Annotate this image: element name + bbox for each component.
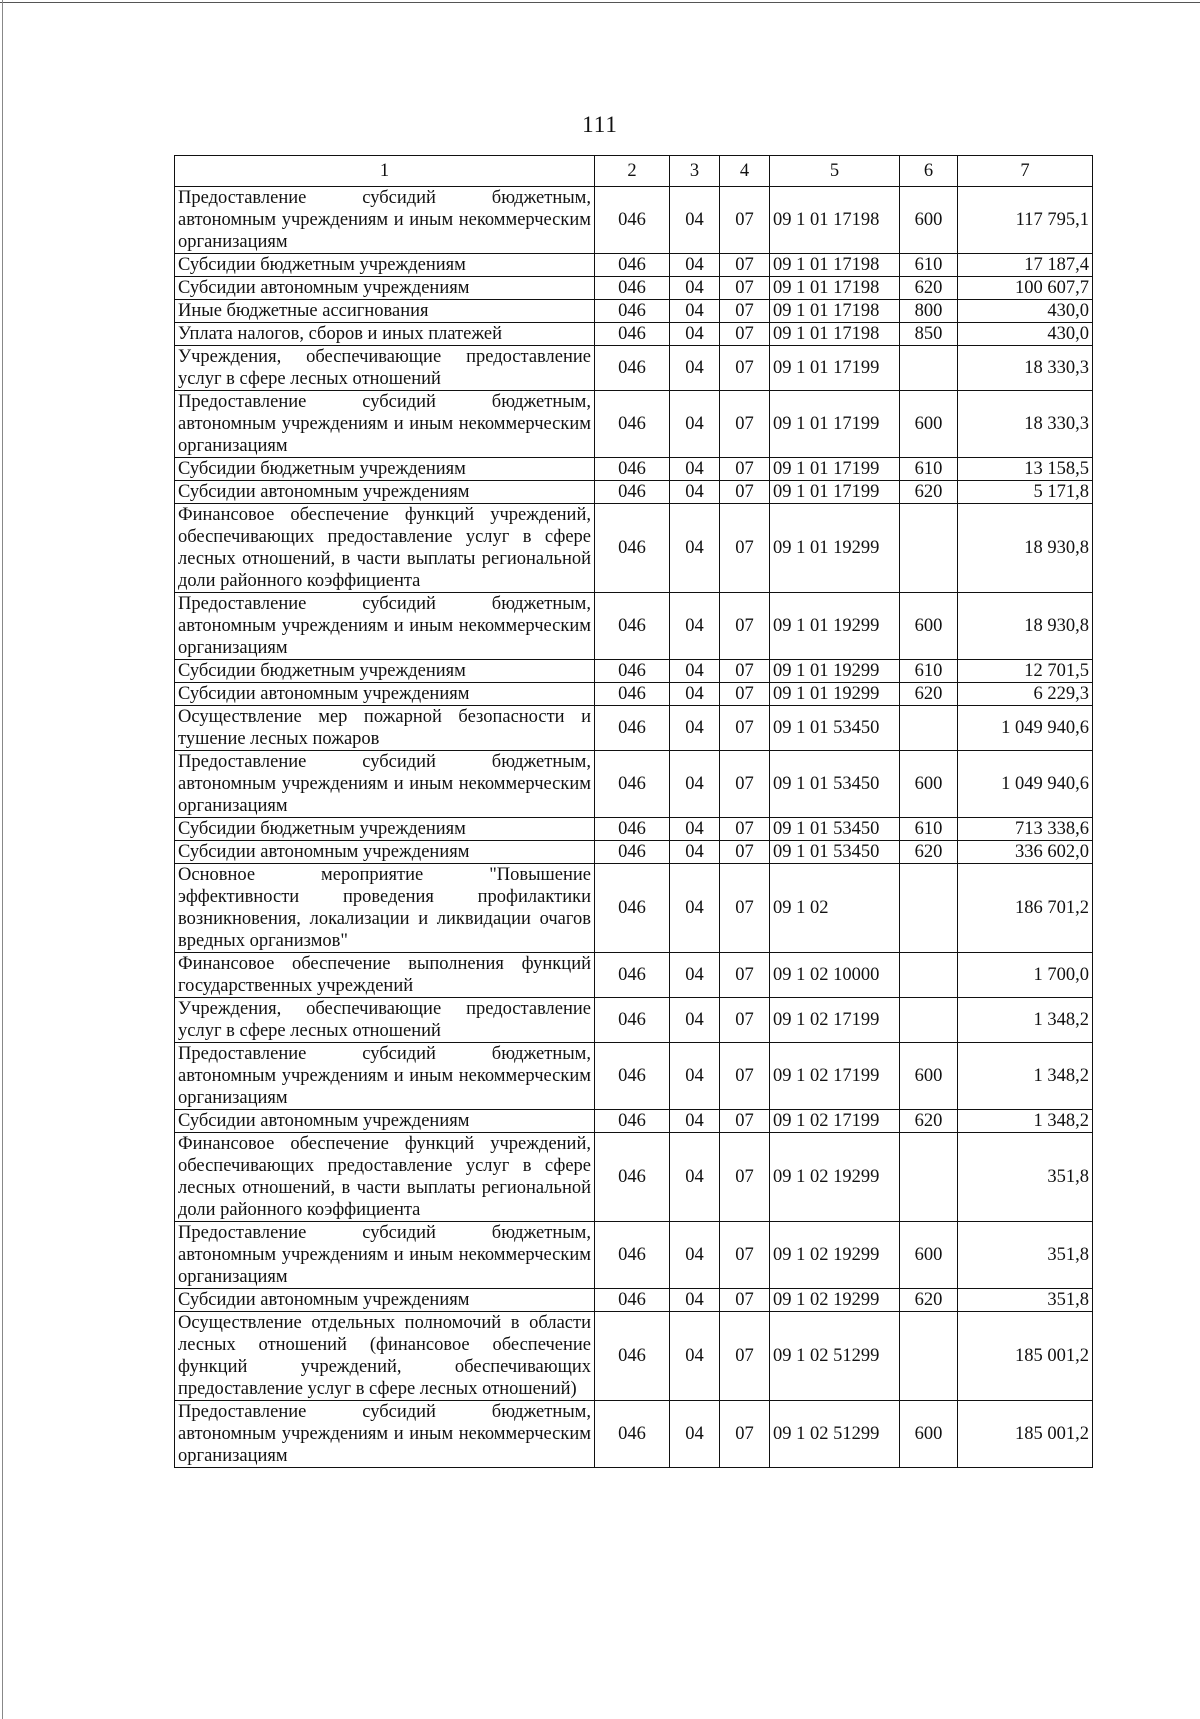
row-vr-code-cell: [900, 998, 958, 1043]
table-row: [175, 1312, 1093, 1401]
row-gr-code-cell: 046: [595, 458, 670, 481]
row-csr-code-cell: 09 1 02 19299: [770, 1289, 900, 1312]
row-sum-cell: 1 348,2: [958, 1110, 1093, 1133]
row-vr-code-cell: 620: [900, 683, 958, 706]
row-name-cell: Осуществление отдельных полномочий в области лесных отношений (финансовое обеспечение функций учреждений, обеспечивающих предоставление услуг в сфере лесных отношений): [175, 1312, 595, 1401]
row-gr-code-cell: 046: [595, 481, 670, 504]
row-sum-cell: 100 607,7: [958, 277, 1093, 300]
row-csr-code-cell: 09 1 01 53450: [770, 818, 900, 841]
table-row: [175, 593, 1093, 660]
row-gr-code-cell: 046: [595, 1043, 670, 1110]
row-pr-code-cell: 07: [720, 481, 770, 504]
row-sum-cell: 18 330,3: [958, 391, 1093, 458]
row-rz-code-cell: 04: [670, 254, 720, 277]
row-name-cell: Предоставление субсидий бюджетным, автономным учреждениям и иным некоммерческим организациям: [175, 1222, 595, 1289]
row-csr-code-cell: 09 1 02 10000: [770, 953, 900, 998]
row-name-cell: Субсидии бюджетным учреждениям: [175, 254, 595, 277]
column-header: 7: [958, 156, 1093, 187]
row-vr-code-cell: 620: [900, 1110, 958, 1133]
row-name-cell: Предоставление субсидий бюджетным, автономным учреждениям и иным некоммерческим организациям: [175, 1043, 595, 1110]
row-pr-code-cell: 07: [720, 1133, 770, 1222]
row-name-cell: Финансовое обеспечение функций учреждений, обеспечивающих предоставление услуг в сфере лесных отношений, в части выплаты региональной доли районного коэффициента: [175, 504, 595, 593]
row-vr-code-cell: [900, 1133, 958, 1222]
row-rz-code-cell: 04: [670, 300, 720, 323]
column-header: 2: [595, 156, 670, 187]
table-row: [175, 458, 1093, 481]
row-gr-code-cell: 046: [595, 391, 670, 458]
row-sum-cell: 1 348,2: [958, 998, 1093, 1043]
row-rz-code-cell: 04: [670, 1110, 720, 1133]
row-vr-code-cell: 800: [900, 300, 958, 323]
row-sum-cell: 1 049 940,6: [958, 751, 1093, 818]
budget-table: [174, 155, 1093, 1468]
row-vr-code-cell: [900, 346, 958, 391]
row-rz-code-cell: 04: [670, 751, 720, 818]
row-name-cell: Уплата налогов, сборов и иных платежей: [175, 323, 595, 346]
table-row: [175, 660, 1093, 683]
row-rz-code-cell: 04: [670, 458, 720, 481]
row-sum-cell: 336 602,0: [958, 841, 1093, 864]
row-rz-code-cell: 04: [670, 660, 720, 683]
scan-top-edge: [0, 2, 1200, 3]
row-gr-code-cell: 046: [595, 300, 670, 323]
row-csr-code-cell: 09 1 01 53450: [770, 751, 900, 818]
row-sum-cell: 185 001,2: [958, 1312, 1093, 1401]
row-sum-cell: 1 700,0: [958, 953, 1093, 998]
row-csr-code-cell: 09 1 01 19299: [770, 593, 900, 660]
table-row: [175, 481, 1093, 504]
row-rz-code-cell: 04: [670, 1289, 720, 1312]
row-gr-code-cell: 046: [595, 998, 670, 1043]
row-name-cell: Осуществление мер пожарной безопасности и тушение лесных пожаров: [175, 706, 595, 751]
row-name-cell: Учреждения, обеспечивающие предоставление услуг в сфере лесных отношений: [175, 346, 595, 391]
row-gr-code-cell: 046: [595, 864, 670, 953]
row-csr-code-cell: 09 1 01 17198: [770, 187, 900, 254]
row-gr-code-cell: 046: [595, 683, 670, 706]
row-rz-code-cell: 04: [670, 683, 720, 706]
row-pr-code-cell: 07: [720, 1222, 770, 1289]
row-vr-code-cell: [900, 953, 958, 998]
row-rz-code-cell: 04: [670, 504, 720, 593]
row-vr-code-cell: 610: [900, 660, 958, 683]
table-row: [175, 254, 1093, 277]
table-row: [175, 818, 1093, 841]
row-rz-code-cell: 04: [670, 998, 720, 1043]
row-name-cell: Предоставление субсидий бюджетным, автономным учреждениям и иным некоммерческим организациям: [175, 593, 595, 660]
row-pr-code-cell: 07: [720, 1043, 770, 1110]
table-row: [175, 1222, 1093, 1289]
row-rz-code-cell: 04: [670, 1043, 720, 1110]
row-sum-cell: 117 795,1: [958, 187, 1093, 254]
row-name-cell: Основное мероприятие "Повышение эффективности проведения профилактики возникновения, локализации и ликвидации очагов вредных организмов": [175, 864, 595, 953]
row-rz-code-cell: 04: [670, 1401, 720, 1468]
row-csr-code-cell: 09 1 02: [770, 864, 900, 953]
row-sum-cell: 12 701,5: [958, 660, 1093, 683]
row-gr-code-cell: 046: [595, 751, 670, 818]
row-csr-code-cell: 09 1 02 51299: [770, 1401, 900, 1468]
row-sum-cell: 17 187,4: [958, 254, 1093, 277]
row-csr-code-cell: 09 1 01 17199: [770, 391, 900, 458]
row-vr-code-cell: 610: [900, 458, 958, 481]
row-pr-code-cell: 07: [720, 458, 770, 481]
row-csr-code-cell: 09 1 01 17199: [770, 346, 900, 391]
row-sum-cell: 6 229,3: [958, 683, 1093, 706]
row-vr-code-cell: 600: [900, 1043, 958, 1110]
column-header: 3: [670, 156, 720, 187]
row-vr-code-cell: [900, 864, 958, 953]
row-csr-code-cell: 09 1 02 17199: [770, 1110, 900, 1133]
row-rz-code-cell: 04: [670, 818, 720, 841]
row-sum-cell: 18 330,3: [958, 346, 1093, 391]
row-name-cell: Субсидии бюджетным учреждениям: [175, 458, 595, 481]
row-vr-code-cell: 610: [900, 254, 958, 277]
column-header: 6: [900, 156, 958, 187]
row-gr-code-cell: 046: [595, 706, 670, 751]
row-vr-code-cell: 620: [900, 841, 958, 864]
row-sum-cell: 18 930,8: [958, 504, 1093, 593]
row-pr-code-cell: 07: [720, 300, 770, 323]
row-csr-code-cell: 09 1 01 17199: [770, 458, 900, 481]
row-pr-code-cell: 07: [720, 346, 770, 391]
table-row: [175, 841, 1093, 864]
row-csr-code-cell: 09 1 01 17198: [770, 277, 900, 300]
scan-left-edge: [2, 0, 3, 1719]
row-rz-code-cell: 04: [670, 481, 720, 504]
row-name-cell: Предоставление субсидий бюджетным, автономным учреждениям и иным некоммерческим организациям: [175, 391, 595, 458]
row-pr-code-cell: 07: [720, 391, 770, 458]
row-sum-cell: 351,8: [958, 1289, 1093, 1312]
table-row: [175, 1133, 1093, 1222]
row-sum-cell: 1 049 940,6: [958, 706, 1093, 751]
row-pr-code-cell: 07: [720, 323, 770, 346]
row-name-cell: Предоставление субсидий бюджетным, автономным учреждениям и иным некоммерческим организациям: [175, 187, 595, 254]
row-rz-code-cell: 04: [670, 864, 720, 953]
table-row: [175, 504, 1093, 593]
row-gr-code-cell: 046: [595, 323, 670, 346]
table-row: [175, 1043, 1093, 1110]
row-rz-code-cell: 04: [670, 706, 720, 751]
table-row: [175, 706, 1093, 751]
table-row: [175, 391, 1093, 458]
row-sum-cell: 13 158,5: [958, 458, 1093, 481]
row-vr-code-cell: 620: [900, 481, 958, 504]
row-gr-code-cell: 046: [595, 593, 670, 660]
row-sum-cell: 430,0: [958, 323, 1093, 346]
row-csr-code-cell: 09 1 02 19299: [770, 1222, 900, 1289]
row-vr-code-cell: 850: [900, 323, 958, 346]
table-row: [175, 998, 1093, 1043]
column-header: 5: [770, 156, 900, 187]
table-row: [175, 864, 1093, 953]
row-pr-code-cell: 07: [720, 277, 770, 300]
row-csr-code-cell: 09 1 01 19299: [770, 660, 900, 683]
row-rz-code-cell: 04: [670, 187, 720, 254]
row-name-cell: Финансовое обеспечение функций учреждений, обеспечивающих предоставление услуг в сфере лесных отношений, в части выплаты региональной доли районного коэффициента: [175, 1133, 595, 1222]
row-sum-cell: 430,0: [958, 300, 1093, 323]
row-rz-code-cell: 04: [670, 1133, 720, 1222]
row-csr-code-cell: 09 1 01 17198: [770, 300, 900, 323]
column-header: 1: [175, 156, 595, 187]
row-gr-code-cell: 046: [595, 277, 670, 300]
row-vr-code-cell: 600: [900, 391, 958, 458]
row-gr-code-cell: 046: [595, 254, 670, 277]
row-sum-cell: 351,8: [958, 1133, 1093, 1222]
row-csr-code-cell: 09 1 02 51299: [770, 1312, 900, 1401]
row-name-cell: Предоставление субсидий бюджетным, автономным учреждениям и иным некоммерческим организациям: [175, 751, 595, 818]
row-pr-code-cell: 07: [720, 864, 770, 953]
row-gr-code-cell: 046: [595, 346, 670, 391]
row-name-cell: Субсидии автономным учреждениям: [175, 1289, 595, 1312]
row-gr-code-cell: 046: [595, 818, 670, 841]
row-rz-code-cell: 04: [670, 391, 720, 458]
row-pr-code-cell: 07: [720, 504, 770, 593]
row-rz-code-cell: 04: [670, 1312, 720, 1401]
row-vr-code-cell: [900, 504, 958, 593]
row-gr-code-cell: 046: [595, 187, 670, 254]
row-pr-code-cell: 07: [720, 706, 770, 751]
row-rz-code-cell: 04: [670, 953, 720, 998]
row-name-cell: Предоставление субсидий бюджетным, автономным учреждениям и иным некоммерческим организациям: [175, 1401, 595, 1468]
table-row: [175, 751, 1093, 818]
page-number: 111: [582, 112, 618, 137]
row-vr-code-cell: [900, 706, 958, 751]
table-row: [175, 187, 1093, 254]
row-name-cell: Субсидии бюджетным учреждениям: [175, 818, 595, 841]
row-rz-code-cell: 04: [670, 323, 720, 346]
row-sum-cell: 351,8: [958, 1222, 1093, 1289]
row-gr-code-cell: 046: [595, 841, 670, 864]
row-pr-code-cell: 07: [720, 1312, 770, 1401]
row-gr-code-cell: 046: [595, 660, 670, 683]
table-row: [175, 953, 1093, 998]
row-csr-code-cell: 09 1 01 53450: [770, 706, 900, 751]
row-pr-code-cell: 07: [720, 593, 770, 660]
row-name-cell: Учреждения, обеспечивающие предоставление услуг в сфере лесных отношений: [175, 998, 595, 1043]
row-name-cell: Финансовое обеспечение выполнения функций государственных учреждений: [175, 953, 595, 998]
row-pr-code-cell: 07: [720, 254, 770, 277]
row-rz-code-cell: 04: [670, 593, 720, 660]
row-gr-code-cell: 046: [595, 1312, 670, 1401]
row-gr-code-cell: 046: [595, 1289, 670, 1312]
table-row: [175, 323, 1093, 346]
row-csr-code-cell: 09 1 02 19299: [770, 1133, 900, 1222]
row-name-cell: Субсидии автономным учреждениям: [175, 841, 595, 864]
row-gr-code-cell: 046: [595, 1401, 670, 1468]
table-row: [175, 1401, 1093, 1468]
row-csr-code-cell: 09 1 01 17198: [770, 254, 900, 277]
row-sum-cell: 18 930,8: [958, 593, 1093, 660]
table-body: [175, 187, 1093, 1468]
row-name-cell: Субсидии автономным учреждениям: [175, 277, 595, 300]
row-sum-cell: 1 348,2: [958, 1043, 1093, 1110]
row-csr-code-cell: 09 1 01 17199: [770, 481, 900, 504]
row-vr-code-cell: 620: [900, 1289, 958, 1312]
row-gr-code-cell: 046: [595, 1110, 670, 1133]
row-name-cell: Субсидии автономным учреждениям: [175, 481, 595, 504]
row-pr-code-cell: 07: [720, 1110, 770, 1133]
row-rz-code-cell: 04: [670, 277, 720, 300]
row-pr-code-cell: 07: [720, 818, 770, 841]
row-sum-cell: 186 701,2: [958, 864, 1093, 953]
row-vr-code-cell: 620: [900, 277, 958, 300]
row-csr-code-cell: 09 1 02 17199: [770, 998, 900, 1043]
row-pr-code-cell: 07: [720, 187, 770, 254]
row-rz-code-cell: 04: [670, 1222, 720, 1289]
row-name-cell: Субсидии бюджетным учреждениям: [175, 660, 595, 683]
table-row: [175, 1110, 1093, 1133]
row-csr-code-cell: 09 1 02 17199: [770, 1043, 900, 1110]
row-name-cell: Субсидии автономным учреждениям: [175, 683, 595, 706]
row-pr-code-cell: 07: [720, 683, 770, 706]
row-pr-code-cell: 07: [720, 998, 770, 1043]
row-vr-code-cell: 600: [900, 593, 958, 660]
row-vr-code-cell: 600: [900, 1222, 958, 1289]
row-name-cell: Иные бюджетные ассигнования: [175, 300, 595, 323]
table-row: [175, 683, 1093, 706]
row-sum-cell: 5 171,8: [958, 481, 1093, 504]
row-sum-cell: 185 001,2: [958, 1401, 1093, 1468]
row-vr-code-cell: 600: [900, 187, 958, 254]
row-pr-code-cell: 07: [720, 751, 770, 818]
row-csr-code-cell: 09 1 01 19299: [770, 504, 900, 593]
table-row: [175, 1289, 1093, 1312]
row-csr-code-cell: 09 1 01 53450: [770, 841, 900, 864]
row-pr-code-cell: 07: [720, 841, 770, 864]
row-name-cell: Субсидии автономным учреждениям: [175, 1110, 595, 1133]
header-row: [175, 156, 1093, 187]
row-vr-code-cell: 610: [900, 818, 958, 841]
row-csr-code-cell: 09 1 01 17198: [770, 323, 900, 346]
row-pr-code-cell: 07: [720, 1289, 770, 1312]
row-gr-code-cell: 046: [595, 953, 670, 998]
column-header: 4: [720, 156, 770, 187]
table-row: [175, 277, 1093, 300]
row-gr-code-cell: 046: [595, 1222, 670, 1289]
row-sum-cell: 713 338,6: [958, 818, 1093, 841]
row-vr-code-cell: 600: [900, 1401, 958, 1468]
row-pr-code-cell: 07: [720, 660, 770, 683]
row-gr-code-cell: 046: [595, 504, 670, 593]
row-gr-code-cell: 046: [595, 1133, 670, 1222]
row-csr-code-cell: 09 1 01 19299: [770, 683, 900, 706]
row-rz-code-cell: 04: [670, 841, 720, 864]
row-pr-code-cell: 07: [720, 953, 770, 998]
table-row: [175, 300, 1093, 323]
table-row: [175, 346, 1093, 391]
row-vr-code-cell: [900, 1312, 958, 1401]
row-vr-code-cell: 600: [900, 751, 958, 818]
row-rz-code-cell: 04: [670, 346, 720, 391]
row-pr-code-cell: 07: [720, 1401, 770, 1468]
